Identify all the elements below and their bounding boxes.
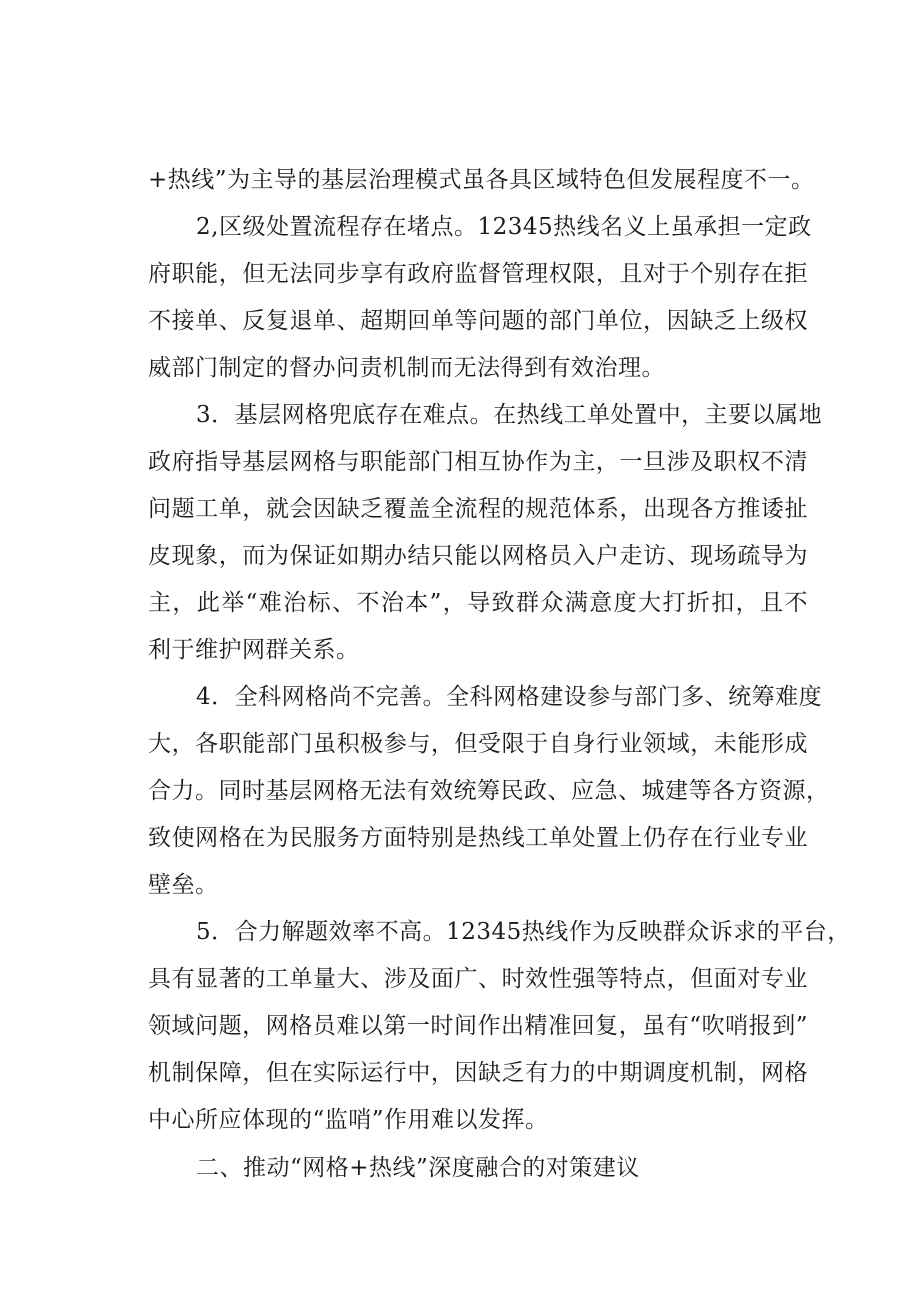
paragraph-line: 府职能，但无法同步享有政府监督管理权限，且对于个别存在拒 (148, 261, 808, 287)
paragraph-line: 皮现象，而为保证如期办结只能以网格员入户走访、现场疏导为 (148, 543, 808, 569)
paragraph-line: 问题工单，就会因缺乏覆盖全流程的规范体系，出现各方推诿扯 (148, 496, 808, 522)
paragraph-line: 威部门制定的督办问责机制而无法得到有效治理。 (148, 355, 665, 381)
paragraph-line: 壁垒。 (148, 872, 219, 898)
paragraph-line: 利于维护网群关系。 (148, 637, 360, 663)
paragraph-line: 主，此举“难治标、不治本”，导致群众满意度大打折扣，且不 (148, 590, 808, 616)
paragraph-line: 领域问题，网格员难以第一时间作出精准回复，虽有“吹哨报到” (148, 1013, 808, 1039)
paragraph-line: 5．合力解题效率不高。12345热线作为反映群众诉求的平台， (196, 919, 851, 945)
paragraph-line: 致使网格在为民服务方面特别是热线工单处置上仍存在行业专业 (148, 825, 808, 851)
paragraph-line: 4．全科网格尚不完善。全科网格建设参与部门多、统筹难度 (196, 684, 823, 710)
paragraph-line: 中心所应体现的“监哨”作用难以发挥。 (148, 1107, 549, 1133)
paragraph-line: +热线”为主导的基层治理模式虽各具区域特色但发展程度不一。 (148, 167, 815, 193)
paragraph-line: 大，各职能部门虽积极参与，但受限于自身行业领域，未能形成 (148, 731, 808, 757)
paragraph-line: 2,区级处置流程存在堵点。12345热线名义上虽承担一定政 (196, 214, 812, 240)
paragraph-line: 政府指导基层网格与职能部门相互协作为主，一旦涉及职权不清 (148, 449, 808, 475)
paragraph-line: 具有显著的工单量大、涉及面广、时效性强等特点，但面对专业 (148, 966, 808, 992)
paragraph-line: 不接单、反复退单、超期回单等问题的部门单位，因缺乏上级权 (148, 308, 808, 334)
paragraph-line: 合力。同时基层网格无法有效统筹民政、应急、城建等各方资源， (148, 778, 830, 804)
paragraph-line: 机制保障，但在实际运行中，因缺乏有力的中期调度机制，网格 (148, 1060, 808, 1086)
paragraph-line: 3．基层网格兜底存在难点。在热线工单处置中，主要以属地 (196, 402, 823, 428)
section-heading: 二、推动“网格+热线”深度融合的对策建议 (196, 1155, 640, 1181)
